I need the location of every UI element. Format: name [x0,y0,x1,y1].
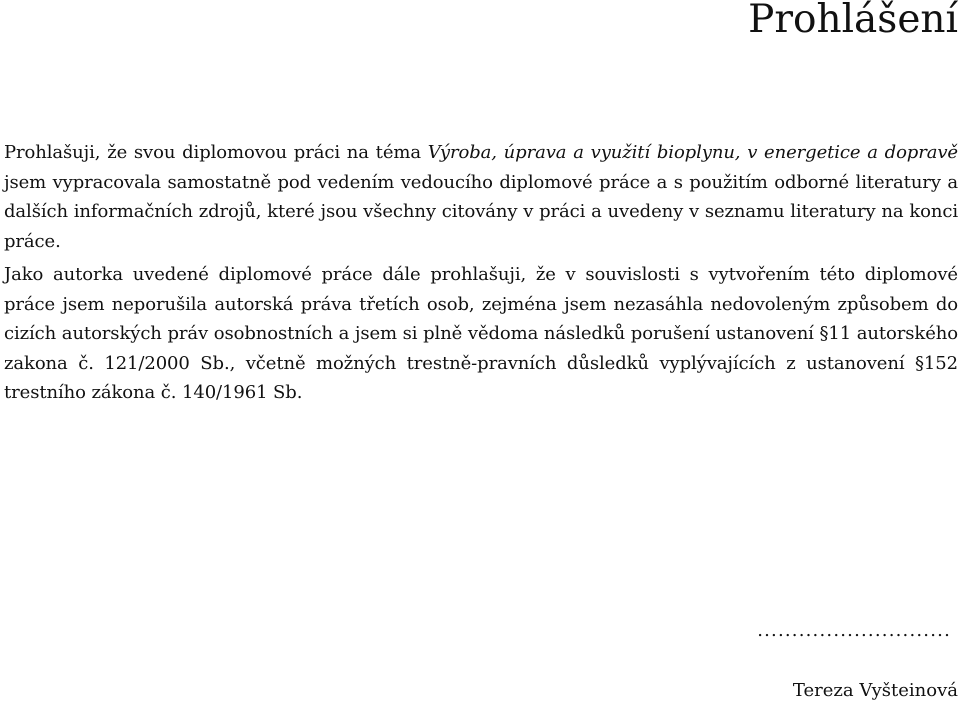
declaration-paragraph-1 [4,138,958,256]
signature-line: ............................ [757,620,951,641]
author-name: Tereza Vyšteinová [792,680,958,701]
page-title: Prohlášení [748,0,958,42]
thesis-title: Výroba, úprava a využití bioplynu, v energetice a dopravě [427,142,958,163]
paragraph-1-intro: Prohlašuji, že svou diplomovou práci na téma [4,142,428,163]
paragraph-1-rest: jsem vypracovala samostatně pod vedením vedoucího diplomové práce a s použitím odborné literatury a dalších informačních zdrojů, které jsou všechny citovány v práci a uvedeny v seznamu literatury na konci práce. [4,171,958,252]
declaration-paragraph-2: Jako autorka uvedené diplomové práce dále prohlašuji, že v souvislosti s vytvořením této diplomové práce jsem neporušila autorská práva třetích osob, zejména jsem nezasáhla nedovoleným způsobem do cizích autorských práv osobnostních a jsem si plně vědoma následků porušení ustanovení §11 autorského zakona č. 121/2000 Sb., včetně možných trestně-pravních důsledků vyplývajících z ustanovení §152 trestního zákona č. 140/1961 Sb. [4,264,958,403]
